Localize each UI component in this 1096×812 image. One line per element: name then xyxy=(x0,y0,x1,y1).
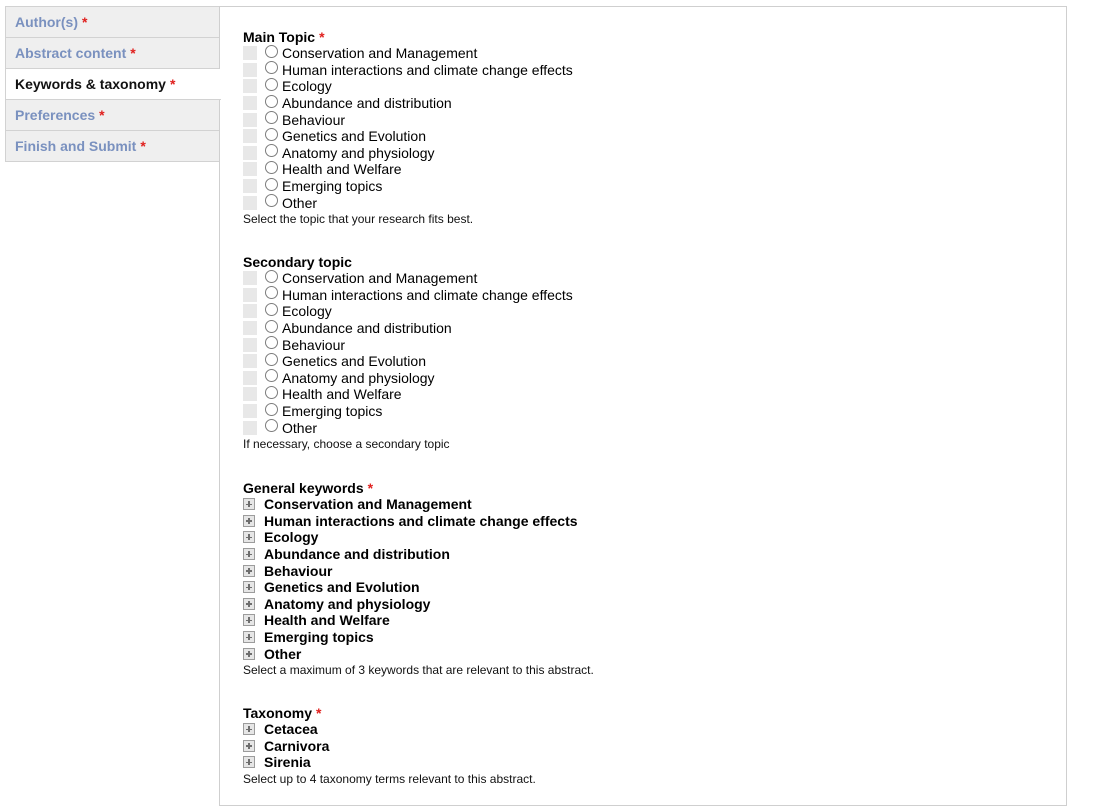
radio-button[interactable] xyxy=(265,286,278,299)
expand-icon[interactable] xyxy=(243,531,255,543)
drag-handle xyxy=(243,46,257,60)
main-topic-option[interactable]: Health and Welfare xyxy=(243,161,573,178)
radio-button[interactable] xyxy=(265,403,278,416)
main-topic-option[interactable]: Human interactions and climate change effects xyxy=(243,62,573,79)
secondary-topic-option[interactable]: Emerging topics xyxy=(243,403,573,420)
tab-label: Preferences xyxy=(15,107,96,123)
drag-handle xyxy=(243,338,257,352)
main-topic-title: Main Topic * xyxy=(243,29,325,45)
expand-icon[interactable] xyxy=(243,515,255,527)
radio-button[interactable] xyxy=(265,419,278,432)
radio-button[interactable] xyxy=(265,194,278,207)
taxonomy-group[interactable]: Sirenia xyxy=(243,754,536,771)
radio-button[interactable] xyxy=(265,111,278,124)
radio-button[interactable] xyxy=(265,61,278,74)
general-keywords-tree xyxy=(243,496,594,662)
radio-button[interactable] xyxy=(265,178,278,191)
secondary-topic-option[interactable]: Behaviour xyxy=(243,336,573,353)
taxonomy-group[interactable]: Cetacea xyxy=(243,721,536,738)
main-topic-options xyxy=(243,45,573,211)
taxonomy-tree xyxy=(243,721,536,771)
tab-authors[interactable] xyxy=(5,6,220,38)
main-topic-option[interactable]: Other xyxy=(243,194,573,211)
radio-button[interactable] xyxy=(265,161,278,174)
keyword-group[interactable]: Emerging topics xyxy=(243,629,594,646)
drag-handle xyxy=(243,288,257,302)
general-keywords-help: Select a maximum of 3 keywords that are relevant to this abstract. xyxy=(243,662,594,677)
keyword-group[interactable]: Genetics and Evolution xyxy=(243,579,594,596)
required-marker: * xyxy=(99,107,105,123)
drag-handle xyxy=(243,113,257,127)
main-topic-option[interactable]: Conservation and Management xyxy=(243,45,573,62)
required-marker: * xyxy=(82,14,88,30)
secondary-topic-option[interactable]: Ecology xyxy=(243,303,573,320)
radio-button[interactable] xyxy=(265,144,278,157)
radio-button[interactable] xyxy=(265,78,278,91)
secondary-topic-option[interactable]: Anatomy and physiology xyxy=(243,370,573,387)
secondary-topic-option[interactable]: Human interactions and climate change effects xyxy=(243,287,573,304)
secondary-topic-option[interactable]: Genetics and Evolution xyxy=(243,353,573,370)
radio-button[interactable] xyxy=(265,45,278,58)
drag-handle xyxy=(243,404,257,418)
required-marker: * xyxy=(140,138,146,154)
radio-button[interactable] xyxy=(265,128,278,141)
expand-icon[interactable] xyxy=(243,648,255,660)
secondary-topic-title: Secondary topic xyxy=(243,254,352,270)
main-topic-option[interactable]: Anatomy and physiology xyxy=(243,145,573,162)
expand-icon[interactable] xyxy=(243,581,255,593)
required-marker: * xyxy=(169,76,176,92)
main-topic-option[interactable]: Genetics and Evolution xyxy=(243,128,573,145)
form-panel xyxy=(219,6,1067,806)
radio-button[interactable] xyxy=(265,386,278,399)
main-topic-option[interactable]: Behaviour xyxy=(243,111,573,128)
secondary-topic-section xyxy=(243,254,573,452)
drag-handle xyxy=(243,321,257,335)
expand-icon[interactable] xyxy=(243,740,255,752)
tab-abstract-content[interactable] xyxy=(5,38,220,69)
tab-label: Finish and Submit xyxy=(15,138,137,154)
tab-preferences[interactable] xyxy=(5,100,220,131)
drag-handle xyxy=(243,421,257,435)
keyword-group[interactable]: Other xyxy=(243,645,594,662)
radio-button[interactable] xyxy=(265,95,278,108)
radio-button[interactable] xyxy=(265,336,278,349)
keyword-group[interactable]: Abundance and distribution xyxy=(243,546,594,563)
general-keywords-title: General keywords * xyxy=(243,480,374,496)
drag-handle xyxy=(243,387,257,401)
main-topic-option[interactable]: Ecology xyxy=(243,78,573,95)
taxonomy-help: Select up to 4 taxonomy terms relevant to this abstract. xyxy=(243,771,536,786)
expand-icon[interactable] xyxy=(243,565,255,577)
tab-finish-submit[interactable] xyxy=(5,131,220,162)
secondary-topic-options xyxy=(243,270,573,436)
drag-handle xyxy=(243,63,257,77)
expand-icon[interactable] xyxy=(243,598,255,610)
main-topic-option[interactable]: Abundance and distribution xyxy=(243,95,573,112)
keyword-group[interactable]: Conservation and Management xyxy=(243,496,594,513)
drag-handle xyxy=(243,196,257,210)
drag-handle xyxy=(243,179,257,193)
taxonomy-title: Taxonomy * xyxy=(243,705,322,721)
keyword-group[interactable]: Human interactions and climate change effects xyxy=(243,513,594,530)
secondary-topic-help: If necessary, choose a secondary topic xyxy=(243,436,450,451)
radio-button[interactable] xyxy=(265,270,278,283)
drag-handle xyxy=(243,129,257,143)
drag-handle xyxy=(243,79,257,93)
required-marker: * xyxy=(130,45,136,61)
secondary-topic-option[interactable]: Conservation and Management xyxy=(243,270,573,287)
sidebar-tabs xyxy=(5,6,220,162)
expand-icon[interactable] xyxy=(243,614,255,626)
general-keywords-section xyxy=(243,480,594,678)
radio-button[interactable] xyxy=(265,320,278,333)
expand-icon[interactable] xyxy=(243,723,255,735)
radio-button[interactable] xyxy=(265,303,278,316)
keyword-group[interactable]: Health and Welfare xyxy=(243,612,594,629)
drag-handle xyxy=(243,146,257,160)
main-topic-help: Select the topic that your research fits best. xyxy=(243,211,474,226)
main-topic-section xyxy=(243,29,573,227)
keyword-group[interactable]: Anatomy and physiology xyxy=(243,596,594,613)
tab-keywords-taxonomy[interactable] xyxy=(5,69,221,100)
drag-handle xyxy=(243,371,257,385)
expand-icon[interactable] xyxy=(243,498,255,510)
keyword-group[interactable]: Ecology xyxy=(243,529,594,546)
drag-handle xyxy=(243,162,257,176)
secondary-topic-option[interactable]: Health and Welfare xyxy=(243,386,573,403)
main-topic-option[interactable]: Emerging topics xyxy=(243,178,573,195)
taxonomy-group[interactable]: Carnivora xyxy=(243,738,536,755)
drag-handle xyxy=(243,354,257,368)
radio-button[interactable] xyxy=(265,353,278,366)
expand-icon[interactable] xyxy=(243,756,255,768)
drag-handle xyxy=(243,271,257,285)
tab-label: Author(s) xyxy=(15,14,78,30)
expand-icon[interactable] xyxy=(243,631,255,643)
secondary-topic-option[interactable]: Other xyxy=(243,419,573,436)
secondary-topic-option[interactable]: Abundance and distribution xyxy=(243,320,573,337)
keyword-group[interactable]: Behaviour xyxy=(243,562,594,579)
radio-button[interactable] xyxy=(265,369,278,382)
expand-icon[interactable] xyxy=(243,548,255,560)
drag-handle xyxy=(243,96,257,110)
drag-handle xyxy=(243,304,257,318)
taxonomy-section xyxy=(243,705,536,787)
tab-label: Keywords & taxonomy xyxy=(15,76,166,92)
tab-label: Abstract content xyxy=(15,45,127,61)
